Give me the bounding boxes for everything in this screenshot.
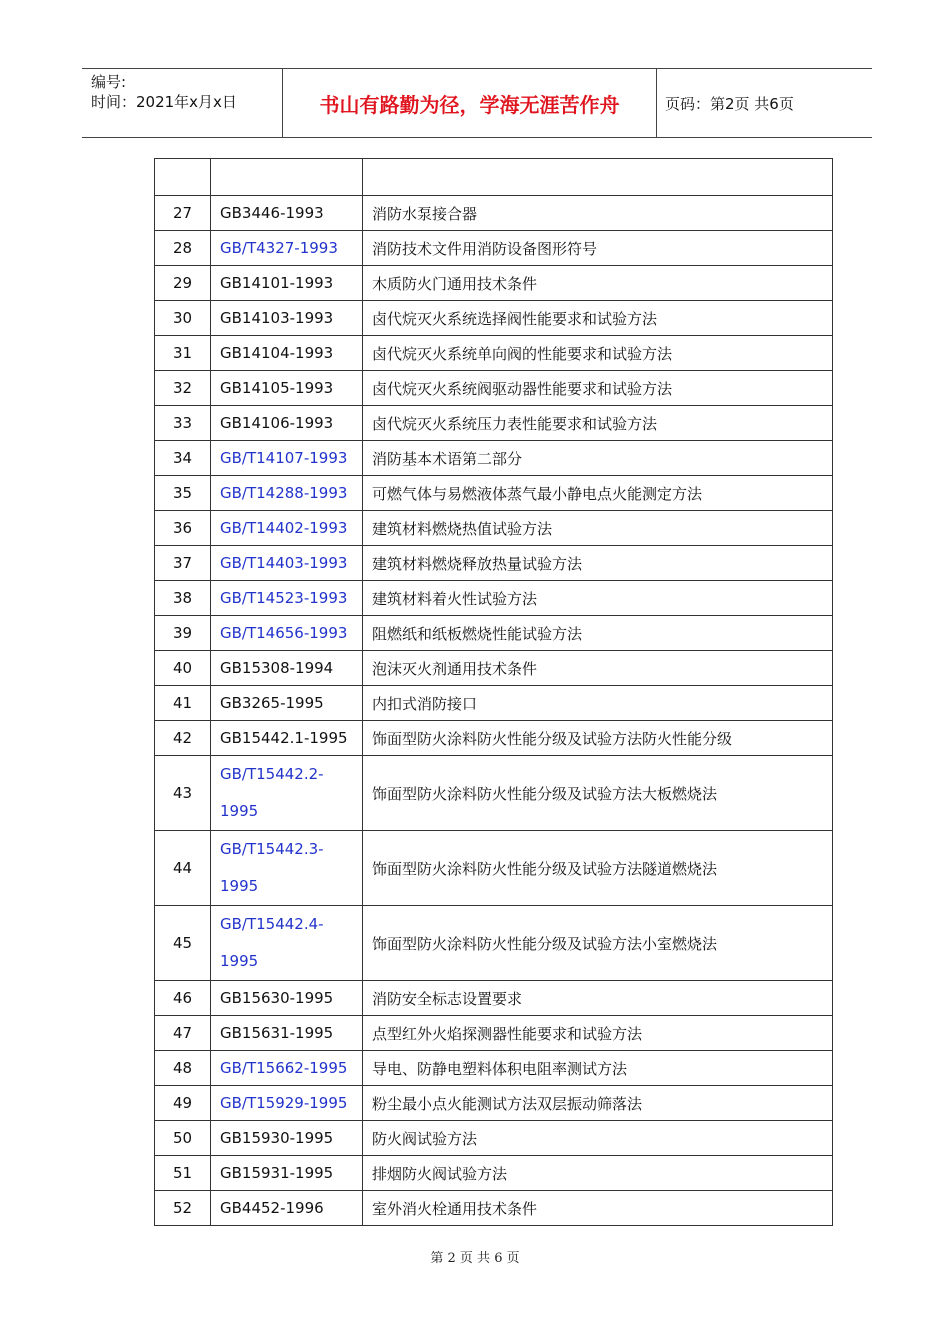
- header-page-label: 页码：第2页 共6页: [665, 94, 794, 113]
- table-row: [155, 1086, 833, 1121]
- table-row: [155, 1156, 833, 1191]
- standard-code-link[interactable]: GB/T15929-1995: [211, 1086, 363, 1121]
- row-number: 35: [155, 476, 211, 511]
- table-row: [155, 196, 833, 231]
- table-row: [155, 336, 833, 371]
- table-row: [155, 581, 833, 616]
- table-row: [155, 511, 833, 546]
- table-row: [155, 651, 833, 686]
- standard-title: [363, 159, 833, 196]
- standard-title: 点型红外火焰探测器性能要求和试验方法: [363, 1016, 833, 1051]
- standard-code-text: GB/T15442.4-1995: [220, 915, 324, 970]
- standard-title: 饰面型防火涂料防火性能分级及试验方法小室燃烧法: [363, 906, 833, 981]
- standard-code-text: GB/T15442.3-1995: [220, 840, 324, 895]
- table-row: [155, 906, 833, 981]
- table-row: [155, 1121, 833, 1156]
- standard-code: [211, 159, 363, 196]
- row-number: 33: [155, 406, 211, 441]
- table-row: [155, 1016, 833, 1051]
- standard-code: GB14101-1993: [211, 266, 363, 301]
- row-number: 29: [155, 266, 211, 301]
- table-row: [155, 266, 833, 301]
- row-number: 44: [155, 831, 211, 906]
- standard-title: 建筑材料着火性试验方法: [363, 581, 833, 616]
- standard-title: 卤代烷灭火系统压力表性能要求和试验方法: [363, 406, 833, 441]
- standard-code: GB15630-1995: [211, 981, 363, 1016]
- standard-code-link[interactable]: [211, 756, 363, 831]
- standard-title: 消防水泵接合器: [363, 196, 833, 231]
- standard-code-link[interactable]: [211, 831, 363, 906]
- standard-title: 内扣式消防接口: [363, 686, 833, 721]
- standard-code-link[interactable]: GB/T14656-1993: [211, 616, 363, 651]
- row-number: 28: [155, 231, 211, 266]
- standard-code: GB14106-1993: [211, 406, 363, 441]
- row-number: 46: [155, 981, 211, 1016]
- standard-title: 卤代烷灭火系统选择阀性能要求和试验方法: [363, 301, 833, 336]
- standard-title: 导电、防静电塑料体积电阻率测试方法: [363, 1051, 833, 1086]
- table-row: [155, 371, 833, 406]
- row-number: 31: [155, 336, 211, 371]
- standard-title: 防火阀试验方法: [363, 1121, 833, 1156]
- standard-title: 建筑材料燃烧释放热量试验方法: [363, 546, 833, 581]
- standard-code: GB15931-1995: [211, 1156, 363, 1191]
- table-row: [155, 1051, 833, 1086]
- table-row: [155, 981, 833, 1016]
- table-row: [155, 616, 833, 651]
- number-label: 编号:: [91, 73, 127, 91]
- row-number: 42: [155, 721, 211, 756]
- table-row: [155, 476, 833, 511]
- header-motto: 书山有路勤为径，学海无涯苦作舟: [283, 69, 657, 137]
- table-row: [155, 406, 833, 441]
- row-number: 43: [155, 756, 211, 831]
- page-footer: 第 2 页 共 6 页: [430, 1251, 520, 1266]
- row-number: 41: [155, 686, 211, 721]
- standards-table: [154, 158, 833, 1226]
- standard-code-link[interactable]: GB/T4327-1993: [211, 231, 363, 266]
- table-row: [155, 1191, 833, 1226]
- time-label: 时间：2021年x月x日: [91, 93, 237, 111]
- standard-title: 排烟防火阀试验方法: [363, 1156, 833, 1191]
- table-row: [155, 721, 833, 756]
- standard-code-link[interactable]: GB/T14403-1993: [211, 546, 363, 581]
- standard-title: 阻燃纸和纸板燃烧性能试验方法: [363, 616, 833, 651]
- standard-code-link[interactable]: GB/T15662-1995: [211, 1051, 363, 1086]
- standard-title: 饰面型防火涂料防火性能分级及试验方法大板燃烧法: [363, 756, 833, 831]
- standard-title: 室外消火栓通用技术条件: [363, 1191, 833, 1226]
- row-number: 48: [155, 1051, 211, 1086]
- standard-title: 饰面型防火涂料防火性能分级及试验方法防火性能分级: [363, 721, 833, 756]
- standard-title: 粉尘最小点火能测试方法双层振动筛落法: [363, 1086, 833, 1121]
- row-number: 45: [155, 906, 211, 981]
- standard-code: GB14103-1993: [211, 301, 363, 336]
- standard-code: GB14104-1993: [211, 336, 363, 371]
- standard-code: GB3265-1995: [211, 686, 363, 721]
- standard-code-text: GB/T15442.2-1995: [220, 765, 324, 820]
- row-number: 40: [155, 651, 211, 686]
- row-number: 51: [155, 1156, 211, 1191]
- row-number: 36: [155, 511, 211, 546]
- standards-table-body: [155, 159, 833, 1226]
- table-row: [155, 159, 833, 196]
- standard-code: GB15442.1-1995: [211, 721, 363, 756]
- standard-title: 消防技术文件用消防设备图形符号: [363, 231, 833, 266]
- row-number: 27: [155, 196, 211, 231]
- standard-title: 木质防火门通用技术条件: [363, 266, 833, 301]
- row-number: 52: [155, 1191, 211, 1226]
- row-number: 49: [155, 1086, 211, 1121]
- row-number: [155, 159, 211, 196]
- table-row: [155, 756, 833, 831]
- standard-title: 消防基本术语第二部分: [363, 441, 833, 476]
- table-row: [155, 231, 833, 266]
- row-number: 47: [155, 1016, 211, 1051]
- page-header: [82, 68, 872, 138]
- row-number: 30: [155, 301, 211, 336]
- standard-code-link[interactable]: GB/T14107-1993: [211, 441, 363, 476]
- row-number: 39: [155, 616, 211, 651]
- row-number: 34: [155, 441, 211, 476]
- standard-code: GB3446-1993: [211, 196, 363, 231]
- standard-code: GB15308-1994: [211, 651, 363, 686]
- table-row: [155, 301, 833, 336]
- table-row: [155, 831, 833, 906]
- standard-title: 建筑材料燃烧热值试验方法: [363, 511, 833, 546]
- table-row: [155, 686, 833, 721]
- standard-title: 卤代烷灭火系统阀驱动器性能要求和试验方法: [363, 371, 833, 406]
- standard-code-link[interactable]: GB/T14523-1993: [211, 581, 363, 616]
- standard-code: GB15930-1995: [211, 1121, 363, 1156]
- row-number: 50: [155, 1121, 211, 1156]
- standard-code: GB15631-1995: [211, 1016, 363, 1051]
- row-number: 37: [155, 546, 211, 581]
- standard-title: 卤代烷灭火系统单向阀的性能要求和试验方法: [363, 336, 833, 371]
- header-meta: [82, 69, 283, 137]
- table-row: [155, 546, 833, 581]
- standard-title: 可燃气体与易燃液体蒸气最小静电点火能测定方法: [363, 476, 833, 511]
- row-number: 32: [155, 371, 211, 406]
- standard-title: 泡沫灭火剂通用技术条件: [363, 651, 833, 686]
- standard-title: 饰面型防火涂料防火性能分级及试验方法隧道燃烧法: [363, 831, 833, 906]
- standard-code: GB14105-1993: [211, 371, 363, 406]
- standard-code-link[interactable]: [211, 906, 363, 981]
- standard-title: 消防安全标志设置要求: [363, 981, 833, 1016]
- standard-code-link[interactable]: GB/T14288-1993: [211, 476, 363, 511]
- standard-code: GB4452-1996: [211, 1191, 363, 1226]
- table-row: [155, 441, 833, 476]
- standard-code-link[interactable]: GB/T14402-1993: [211, 511, 363, 546]
- row-number: 38: [155, 581, 211, 616]
